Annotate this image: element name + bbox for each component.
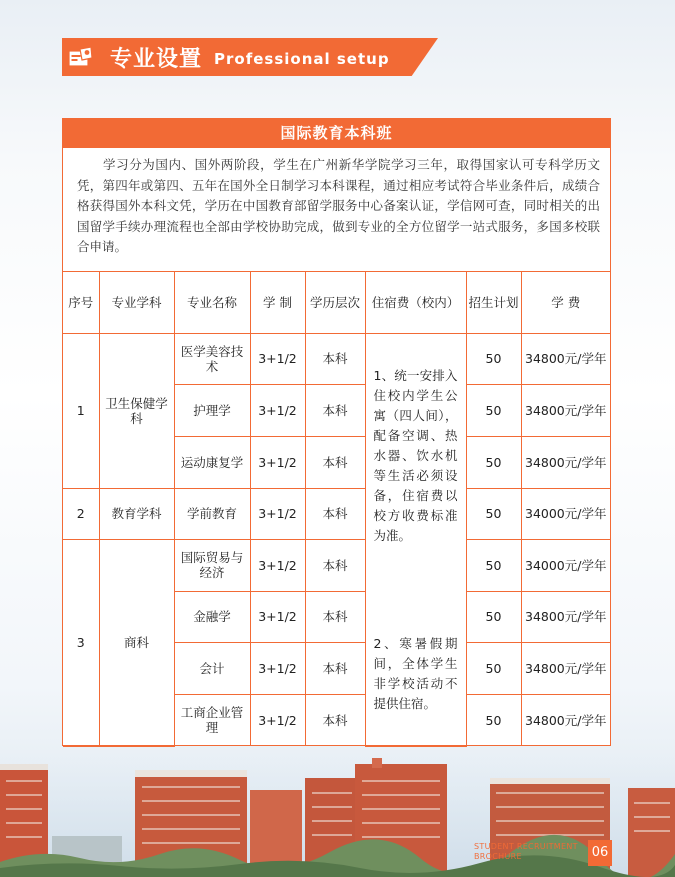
header-cell: 招生计划 xyxy=(466,272,521,333)
major-name: 国际贸易与经济 xyxy=(174,539,250,591)
duration-cell: 3+1/2 xyxy=(250,436,305,488)
brochure-label-line2: BROCHURE xyxy=(474,852,522,861)
fee-cell: 34800元/学年 xyxy=(521,642,610,694)
lodging-note-1: 1、统一安排入住校内学生公寓（四人间），配备空调、热水器、饮水机等生活必须设备，住宿费以校方收费标准为准。 xyxy=(373,367,458,543)
brochure-label xyxy=(474,842,578,862)
fee-cell: 34000元/学年 xyxy=(521,539,610,591)
program-panel xyxy=(62,118,611,746)
plan-cell: 50 xyxy=(466,539,521,591)
level-cell: 本科 xyxy=(305,488,365,539)
discipline-cell: 卫生保健学科 xyxy=(99,333,174,488)
duration-cell: 3+1/2 xyxy=(250,488,305,539)
major-name: 金融学 xyxy=(174,591,250,642)
header-cell: 专业名称 xyxy=(174,272,250,333)
page-title: 专业设置 xyxy=(110,47,203,72)
program-intro: 学习分为国内、国外两阶段，学生在广州新华学院学习三年，取得国家认可专科学历文凭，第四年或第四、五年在国外全日制学习本科课程，通过相应考试符合毕业条件后，成绩合格获得国外本科文凭，学历在中国教育部留学服务中心备案认证，学信网可查，同时相关的出国留学手续办理流程也全部由学校协助完成，做到专业的全方位留学一站式服务，多国多校联合申请。 xyxy=(63,148,610,272)
fee-cell: 34800元/学年 xyxy=(521,694,610,746)
row-number: 3 xyxy=(63,539,99,746)
duration-cell: 3+1/2 xyxy=(250,694,305,746)
fee-cell: 34800元/学年 xyxy=(521,384,610,436)
level-cell: 本科 xyxy=(305,591,365,642)
brochure-label-line1: STUDENT RECRUITMENT xyxy=(474,842,578,851)
discipline-cell: 商科 xyxy=(99,539,174,746)
major-name: 学前教育 xyxy=(174,488,250,539)
header-cell: 专业学科 xyxy=(99,272,174,333)
certificate-icon xyxy=(66,43,96,71)
table-row xyxy=(63,539,610,591)
header-cell: 住宿费（校内） xyxy=(365,272,466,333)
level-cell: 本科 xyxy=(305,539,365,591)
program-table xyxy=(63,272,610,747)
level-cell: 本科 xyxy=(305,694,365,746)
duration-cell: 3+1/2 xyxy=(250,539,305,591)
row-number: 1 xyxy=(63,333,99,488)
section-banner xyxy=(62,38,438,76)
plan-cell: 50 xyxy=(466,591,521,642)
duration-cell: 3+1/2 xyxy=(250,591,305,642)
plan-cell: 50 xyxy=(466,333,521,384)
fee-cell: 34800元/学年 xyxy=(521,436,610,488)
major-name: 运动康复学 xyxy=(174,436,250,488)
duration-cell: 3+1/2 xyxy=(250,642,305,694)
level-cell: 本科 xyxy=(305,384,365,436)
header-cell: 学 制 xyxy=(250,272,305,333)
major-name: 会计 xyxy=(174,642,250,694)
duration-cell: 3+1/2 xyxy=(250,333,305,384)
page-subtitle: Professional setup xyxy=(214,50,390,68)
table-row xyxy=(63,488,610,539)
plan-cell: 50 xyxy=(466,694,521,746)
fee-cell: 34800元/学年 xyxy=(521,333,610,384)
fee-cell: 34800元/学年 xyxy=(521,591,610,642)
level-cell: 本科 xyxy=(305,436,365,488)
header-cell: 学 费 xyxy=(521,272,610,333)
header-cell: 序号 xyxy=(63,272,99,333)
fee-cell: 34000元/学年 xyxy=(521,488,610,539)
lodging-note xyxy=(365,333,466,746)
level-cell: 本科 xyxy=(305,642,365,694)
duration-cell: 3+1/2 xyxy=(250,384,305,436)
plan-cell: 50 xyxy=(466,384,521,436)
major-name: 医学美容技术 xyxy=(174,333,250,384)
discipline-cell: 教育学科 xyxy=(99,488,174,539)
table-header-row xyxy=(63,272,610,333)
row-number: 2 xyxy=(63,488,99,539)
plan-cell: 50 xyxy=(466,436,521,488)
major-name: 工商企业管理 xyxy=(174,694,250,746)
plan-cell: 50 xyxy=(466,642,521,694)
major-name: 护理学 xyxy=(174,384,250,436)
panel-title: 国际教育本科班 xyxy=(63,119,610,148)
plan-cell: 50 xyxy=(466,488,521,539)
table-row xyxy=(63,333,610,384)
header-cell: 学历层次 xyxy=(305,272,365,333)
level-cell: 本科 xyxy=(305,333,365,384)
page-number: 06 xyxy=(588,840,612,866)
lodging-note-2: 2、寒暑假期间，全体学生非学校活动不提供住宿。 xyxy=(373,635,458,711)
